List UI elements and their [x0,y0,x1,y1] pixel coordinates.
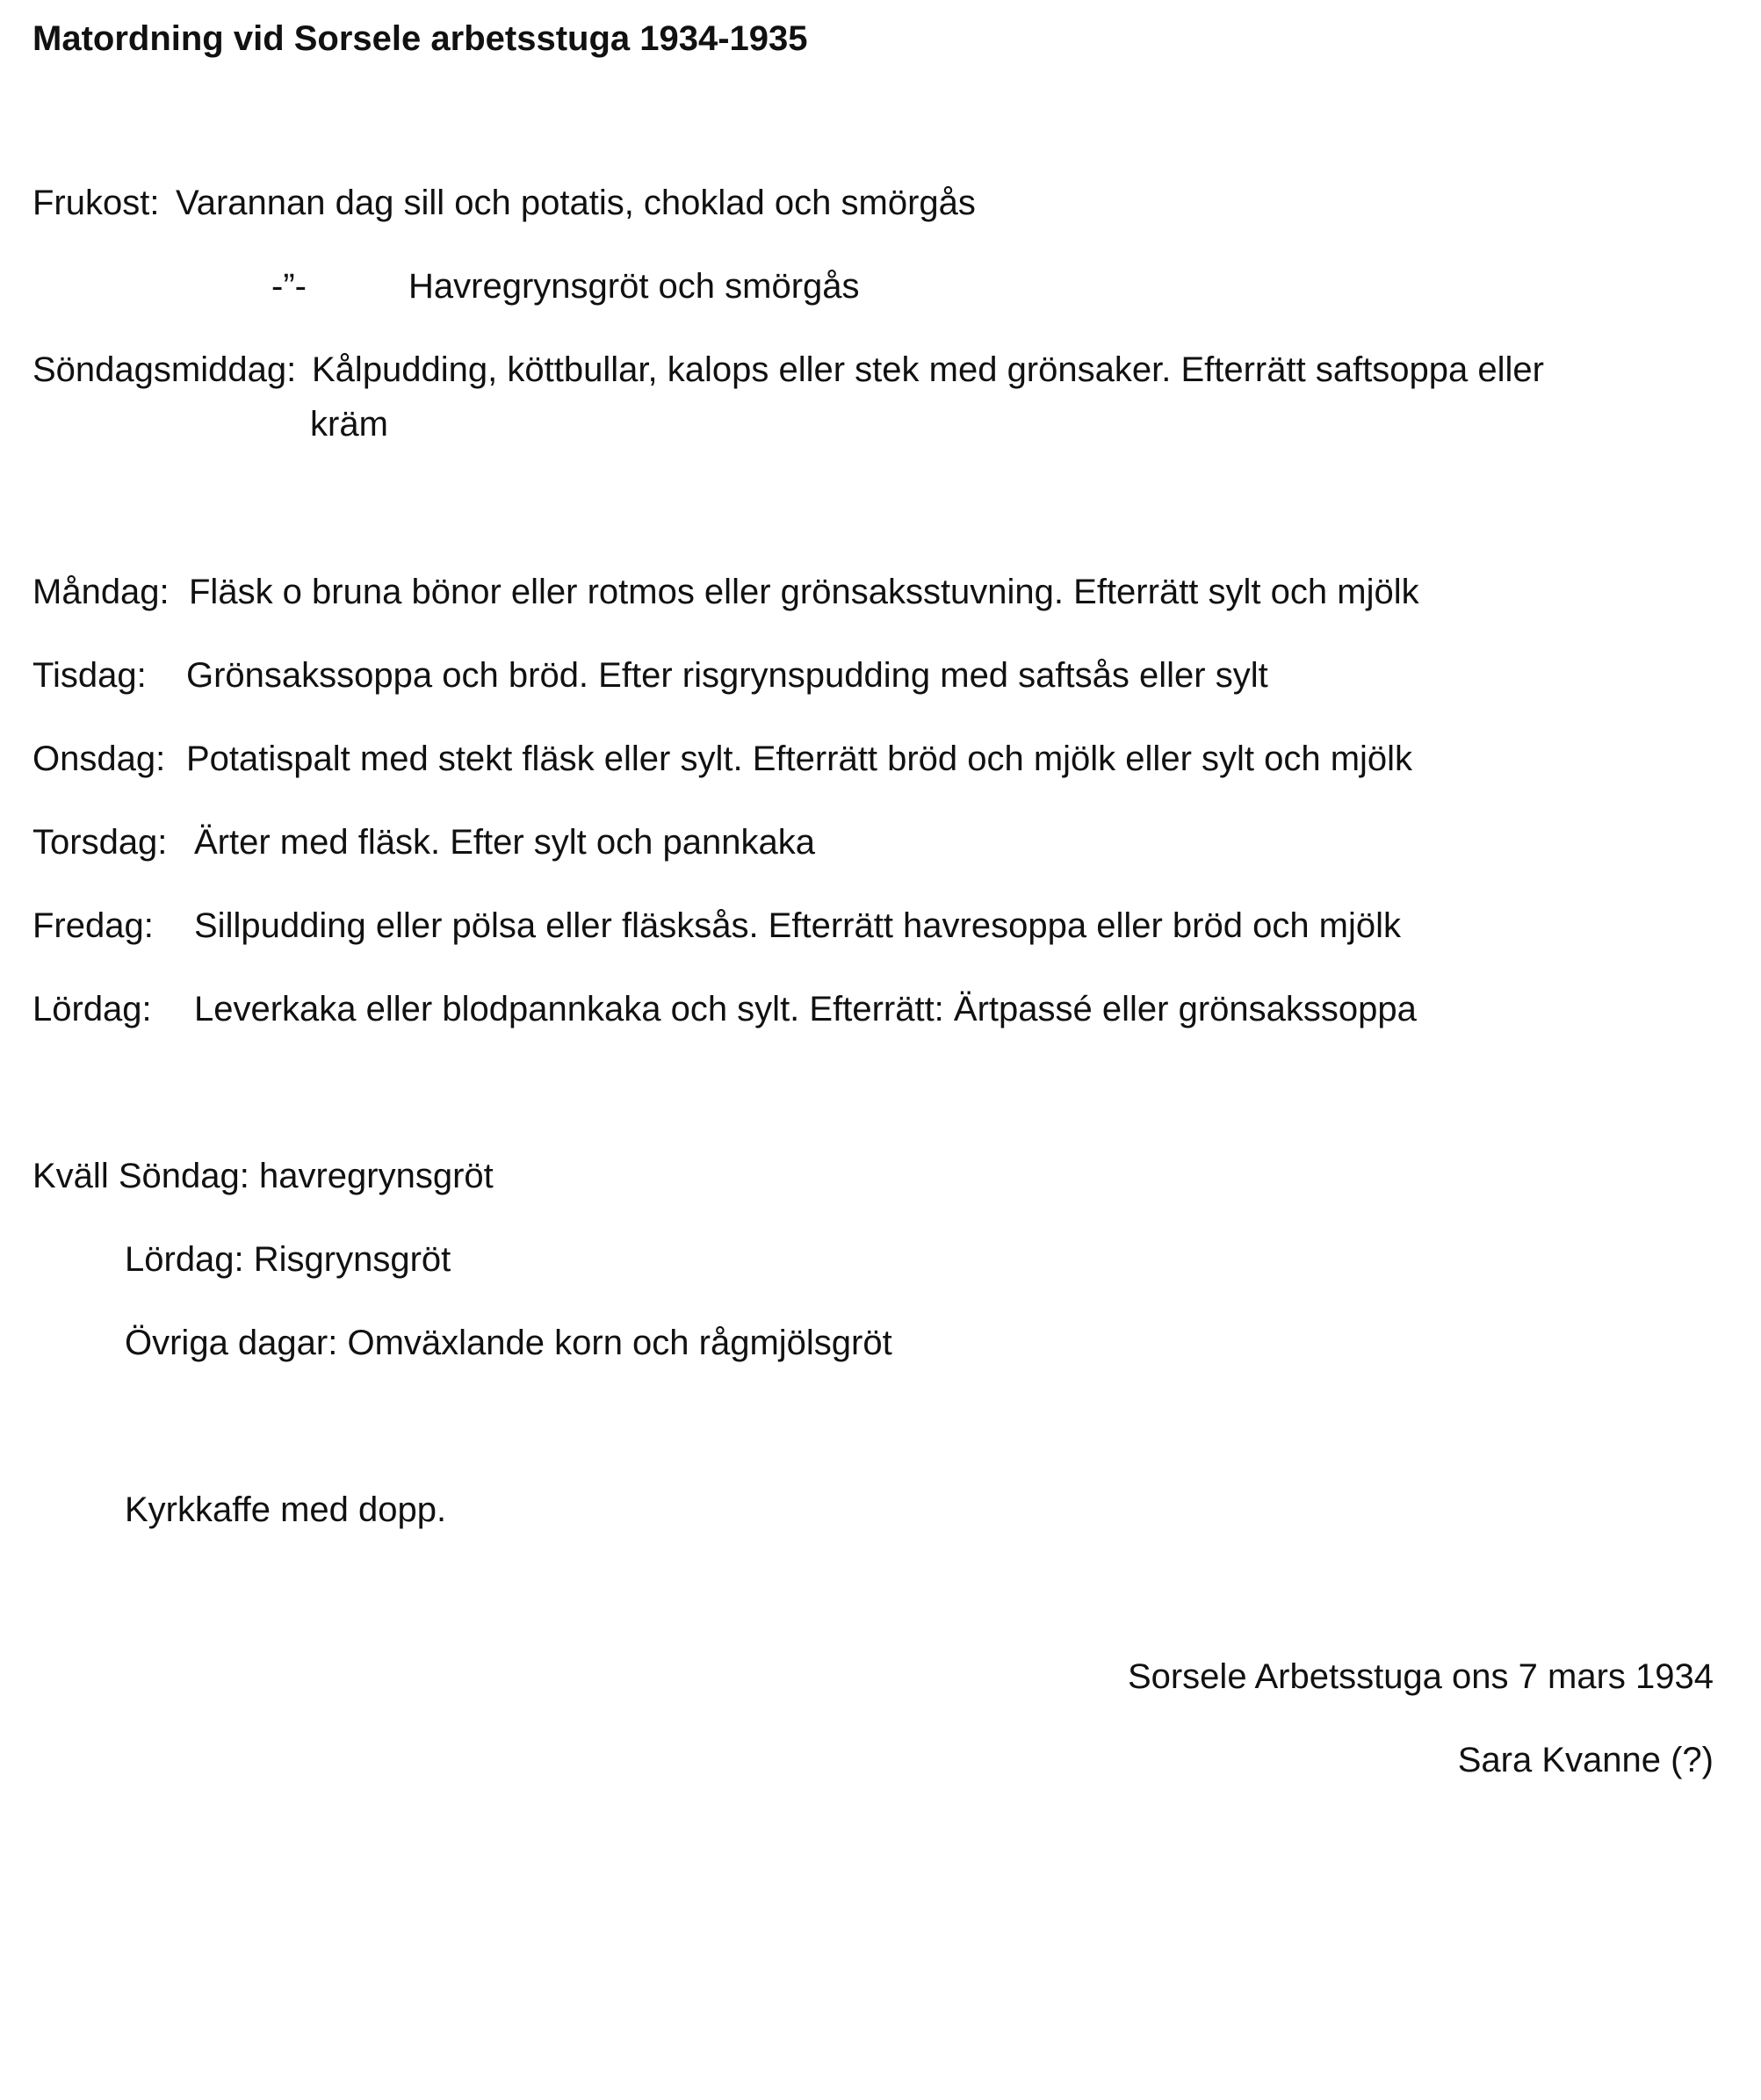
breakfast-line-1: Varannan dag sill och potatis, choklad och smörgås [176,184,976,222]
weekday-label: Fredag: [32,906,154,945]
weekday-menu-text: Leverkaka eller blodpannkaka och sylt. Efterrätt: Ärtpassé eller grönsakssoppa [194,990,1417,1028]
ditto-mark: -”- [271,267,307,306]
sunday-dinner-line-1: Kålpudding, köttbullar, kalops eller stek med grönsaker. Efterrätt saftsoppa eller [312,350,1544,389]
weekday-label: Tisdag: [32,656,147,695]
breakfast-line-2: Havregrynsgröt och smörgås [408,267,860,306]
weekday-menu-text: Ärter med fläsk. Efter sylt och pannkaka [194,823,815,862]
signature-name: Sara Kvanne (?) [1457,1741,1714,1779]
weekday-label: Torsdag: [32,823,168,862]
weekday-menu-text: Grönsakssoppa och bröd. Efter risgrynspudding med saftsås eller sylt [186,656,1268,695]
sunday-dinner-label: Söndagsmiddag: [32,350,297,389]
weekday-menu-text: Sillpudding eller pölsa eller fläsksås. Efterrätt havresoppa eller bröd och mjölk [194,906,1402,945]
evening-line-3: Övriga dagar: Omväxlande korn och rågmjölsgröt [125,1324,892,1362]
document-title: Matordning vid Sorsele arbetsstuga 1934-1935 [32,19,808,58]
signature-place-date: Sorsele Arbetsstuga ons 7 mars 1934 [1127,1657,1714,1696]
weekday-menu-text: Potatispalt med stekt fläsk eller sylt. Efterrätt bröd och mjölk eller sylt och mjölk [186,740,1413,778]
breakfast-label: Frukost: [32,184,160,222]
weekday-label: Lördag: [32,990,152,1028]
evening-line-2: Lördag: Risgrynsgröt [125,1240,451,1279]
weekday-menu-text: Fläsk o bruna bönor eller rotmos eller grönsaksstuvning. Efterrätt sylt och mjölk [189,573,1419,611]
evening-line-1: Kväll Söndag: havregrynsgröt [32,1157,494,1195]
sunday-dinner-line-2: kräm [310,405,388,444]
weekday-label: Onsdag: [32,740,166,778]
weekday-label: Måndag: [32,573,170,611]
church-coffee-note: Kyrkkaffe med dopp. [125,1490,447,1529]
